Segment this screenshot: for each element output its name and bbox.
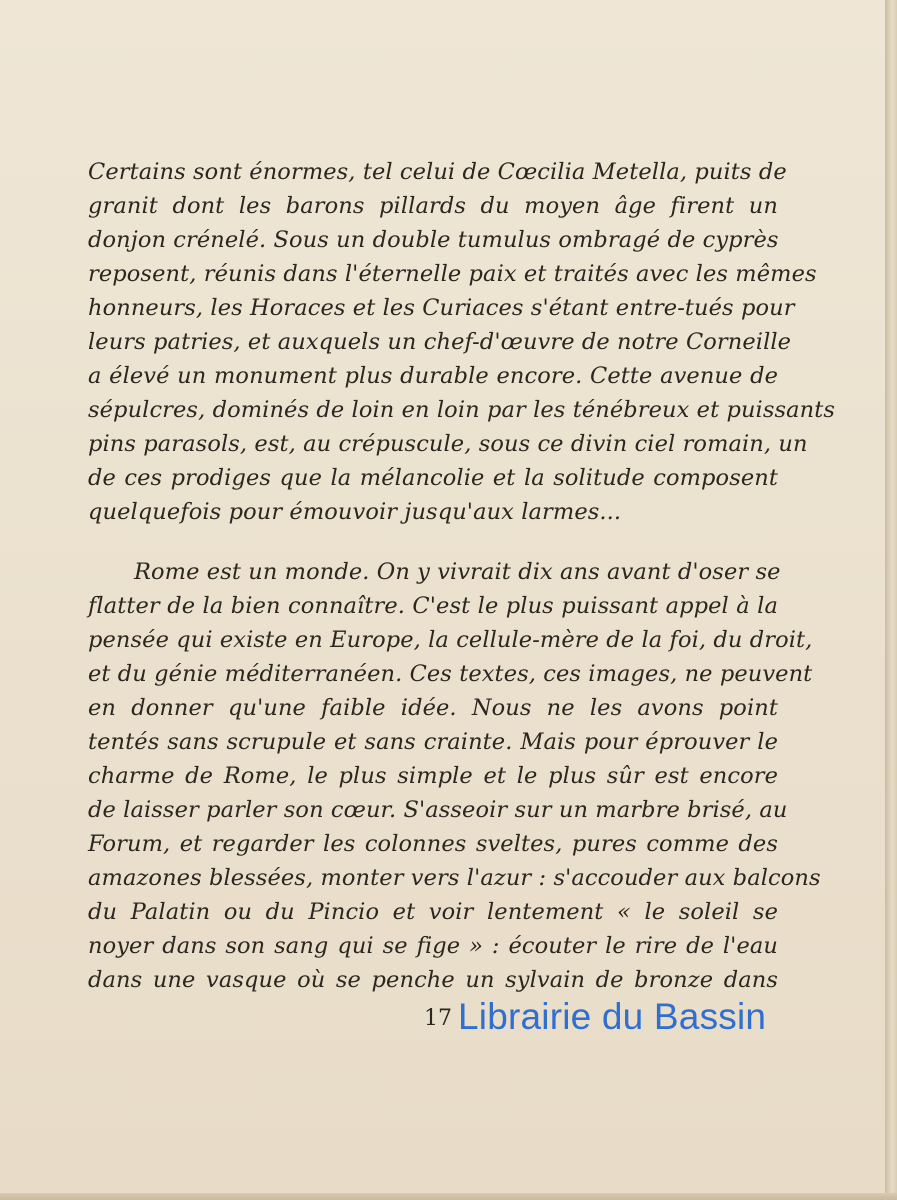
text-line: charme de Rome, le plus simple et le plus sûr est encore — [88, 763, 778, 789]
page-bottom-edge — [0, 1193, 897, 1200]
text-line: du Palatin ou du Pincio et voir lentement « le soleil se — [88, 899, 778, 925]
text-line: a élevé un monument plus durable encore. Cette avenue de — [88, 363, 778, 389]
text-line: donjon crénelé. Sous un double tumulus ombragé de cyprès — [88, 227, 779, 253]
text-line: amazones blessées, monter vers l'azur : s'accouder aux balcons — [88, 865, 821, 891]
text-line: pins parasols, est, au crépuscule, sous ce divin ciel romain, un — [88, 431, 808, 457]
text-line: sépulcres, dominés de loin en loin par les ténébreux et puissants — [88, 397, 836, 423]
text-line: tentés sans scrupule et sans crainte. Mais pour éprouver le — [88, 729, 778, 755]
text-line: noyer dans son sang qui se fige » : écouter le rire de l'eau — [88, 933, 778, 959]
text-line: leurs patries, et auxquels un chef-d'œuvre de notre Corneille — [88, 329, 792, 355]
page-number: 17 — [424, 1006, 452, 1031]
text-line: de laisser parler son cœur. S'asseoir sur un marbre brisé, au — [88, 797, 788, 823]
text-line: Rome est un monde. On y vivrait dix ans avant d'oser se — [134, 559, 781, 585]
watermark: Librairie du Bassin — [458, 996, 767, 1037]
text-line: pensée qui existe en Europe, la cellule-mère de la foi, du droit, — [88, 627, 813, 653]
text-line: granit dont les barons pillards du moyen âge firent un — [88, 193, 778, 219]
text-line: de ces prodiges que la mélancolie et la solitude composent — [88, 465, 778, 491]
text-line: en donner qu'une faible idée. Nous ne les avons point — [88, 695, 778, 721]
text-line: Certains sont énormes, tel celui de Cœcilia Metella, puits de — [88, 159, 787, 185]
text-line: Forum, et regarder les colonnes sveltes, pures comme des — [88, 831, 778, 857]
text-line: dans une vasque où se penche un sylvain de bronze dans — [88, 967, 778, 993]
text-line: honneurs, les Horaces et les Curiaces s'étant entre-tués pour — [88, 295, 795, 321]
text-line: quelquefois pour émouvoir jusqu'aux larmes... — [88, 499, 622, 525]
paragraph-1 — [88, 155, 836, 529]
paragraph-2 — [88, 555, 821, 997]
text-line: flatter de la bien connaître. C'est le plus puissant appel à la — [88, 593, 778, 619]
page-edge — [885, 0, 897, 1200]
text-line: et du génie méditerranéen. Ces textes, ces images, ne peuvent — [88, 661, 813, 687]
text-line: reposent, réunis dans l'éternelle paix et traités avec les mêmes — [88, 261, 817, 287]
